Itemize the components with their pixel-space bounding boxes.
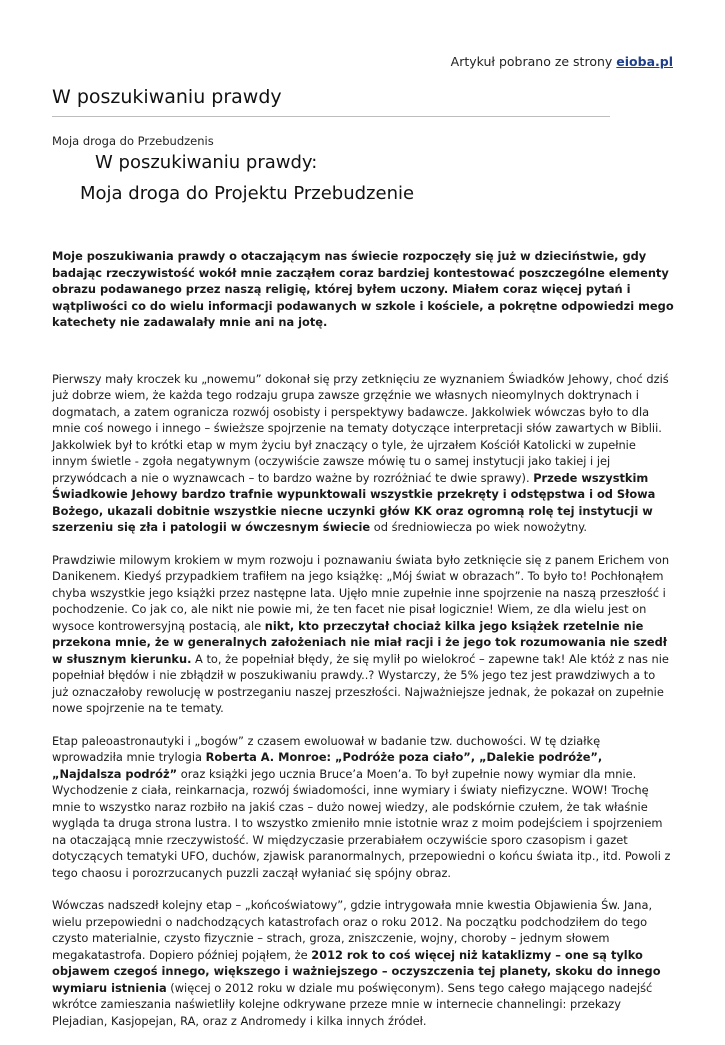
paragraph-3-text-a: Etap paleoastronautyki i „bogów” z czasem ewoluował w badanie tzw. duchowości. W tę działkę wprowadziła mnie trylogia <box>52 733 601 764</box>
source-attribution <box>451 54 673 69</box>
paragraph-1-bold: Przede wszystkim Świadkowie Jehowy bardzo trafnie wypunktowali wszystkie przekręty i odstępstwa i od Słowa Bożego, ukazali dobitnie wszystkie niecne uczynki głów KK oraz ogromną rolę tej instytucji w szerzeniu się zła i patologii w ówczesnym świecie <box>52 470 656 534</box>
paragraph-3-bold: Roberta A. Monroe: „Podróże poza ciało”, „Dalekie podróże”, „Najdalsza podróż” <box>52 750 603 781</box>
page-title: W poszukiwaniu prawdy <box>52 86 282 108</box>
paragraph-1-text-c: od średniowiecza po wiek nowożytny. <box>370 520 588 534</box>
paragraph-2-bold: nikt, kto przeczytał chociaż kilka jego książek rzetelnie nie przekona mnie, że w generalnych założeniach nie miał racji i że jego tok rozumowania nie szedł w słusznym kierunku. <box>52 618 667 666</box>
paragraph-3-text-c: oraz książki jego ucznia Bruce’a Moen’a. To był zupełnie nowy wymiar dla mnie. Wychodzenie z ciała, reinkarnacja, rozwój świadomości, inne wymiary i światy niefizyczne. WOW! Trochę mnie to wszystko naraz rozbiło na jakiś czas – dużo nowej wiedzy, ale podskórnie czułem, że tak właśnie wygląda ta druga strona lustra. I to wszystko zmieniło mnie istotnie wraz z moim podejściem i spojrzeniem na otaczającą mnie rzeczywistość. W międzyczasie przerabiałem oczywiście sporo czasopism i gazet dotyczących tematyki UFO, duchów, zjawisk paranormalnych, przepowiedni o końcu świata itp., itd. Powoli z tego chaosu i porozrzucanych puzzli zaczął wyłaniać się spójny obraz. <box>52 766 671 880</box>
article-title-line2: Moja droga do Projektu Przebudzenie <box>80 183 415 204</box>
paragraph-2 <box>52 552 674 717</box>
article-intro: Moje poszukiwania prawdy o otaczającym nas świecie rozpoczęły się już w dzieciństwie, gdy badając rzeczywistość wokół mnie zacząłem coraz bardziej kontestować poszczególne elementy obrazu podawanego przez naszą religię, której byłem uczony. Miałem coraz więcej pytań i wątpliwości co do wielu informacji podawanych w szkole i kościele, a pokrętne odpowiedzi mego katechety nie zadawalały mnie ani na jotę. <box>52 249 674 329</box>
paragraph-2-text-a: Prawdziwie milowym krokiem w mym rozwoju i poznawaniu świata było zetknięcie się z panem Erichem von Danikenem. Kiedyś przypadkiem trafiłem na jego książkę: „Mój świat w obrazach”. To było to! Pochłonąłem chyba wszystkie jego książki przez następne lata. Ujęło mnie zupełnie inne spojrzenie na naszą przeszłość i pochodzenie. Co jak co, ale nikt nie powie mi, że ten facet nie pisał logicznie! Wiem, ze dla wielu jest on wysoce kontrowersyjną postacią, ale <box>52 552 670 633</box>
title-divider <box>52 116 610 117</box>
paragraph-4-bold: 2012 rok to coś więcej niż kataklizmy – one są tylko objawem czegoś innego, większego i ważniejszego – oczyszczenia tej planety, skoku do innego wymiaru istnienia <box>52 947 661 995</box>
source-site-link[interactable]: eioba.pl <box>616 54 673 69</box>
paragraph-3 <box>52 733 674 882</box>
article-title-line1: W poszukiwaniu prawdy: <box>95 152 318 173</box>
article-category: Moja droga do Przebudzenis <box>52 134 214 148</box>
article-body <box>52 248 674 1045</box>
paragraph-2-text-c: A to, że popełniał błędy, że się mylił po wielokroć – zapewne tak! Ale któż z nas nie popełniał błędów i nie zbłądził w poszukiwaniu prawdy..? Wystarczy, że 5% jego tez jest prawdziwych a to już oznaczałoby rewolucję w postrzeganiu naszej przeszłości. Najważniejsze jednak, że pokazał on zupełnie nowe spojrzenie na te tematy. <box>52 651 669 715</box>
source-prefix: Artykuł pobrano ze strony <box>450 54 617 69</box>
paragraph-1-text-a: Pierwszy mały kroczek ku „nowemu” dokonał się przy zetknięciu ze wyznaniem Świadków Jehowy, choć dziś już dobrze wiem, że każda tego rodzaju grupa zawsze grzęźnie we własnych nieomylnych doktrynach i dogmatach, a zatem ogranicza rozwój osobisty i perspektywy badawcze. Jakkolwiek wówczas było to dla mnie coś nowego i innego – świeższe spojrzenie na tematy dotyczące interpretacji słów zawartych w Biblii. Jakkolwiek był to krótki etap w mym życiu był znaczący o tyle, że ujrzałem Kościół Katolicki w zupełnie innym świetle - zgoła negatywnym (oczywiście zawsze mówię tu o samej instytucji jako takiej i jej przywódcach a nie o wyznawcach – to bardzo ważne by rozróżniać te dwie sprawy). <box>52 371 669 485</box>
paragraph-4-text-c: (więcej o 2012 roku w dziale mu poświęconym). Sens tego całego mającego nadejść wkrótce zamieszania naświetliły kolejne odkrywane przeze mnie w internecie channelingi: przekazy Plejadian, Kasjopejan, RA, oraz z Andromedy i kilka innych źródeł. <box>52 980 653 1028</box>
paragraph-4 <box>52 897 674 1029</box>
paragraph-4-text-a: Wówczas nadszedł kolejny etap – „końcoświatowy”, gdzie intrygowała mnie kwestia Objawienia Św. Jana, wielu przepowiedni o nadchodzących katastrofach oraz o roku 2012. Na początku podchodziłem do tego czysto materialnie, czysto fizycznie – strach, groza, zniszczenie, wojny, choroby – jednym słowem megakatastrofa. Dopiero później pojąłem, że <box>52 898 653 962</box>
paragraph-1 <box>52 371 674 536</box>
